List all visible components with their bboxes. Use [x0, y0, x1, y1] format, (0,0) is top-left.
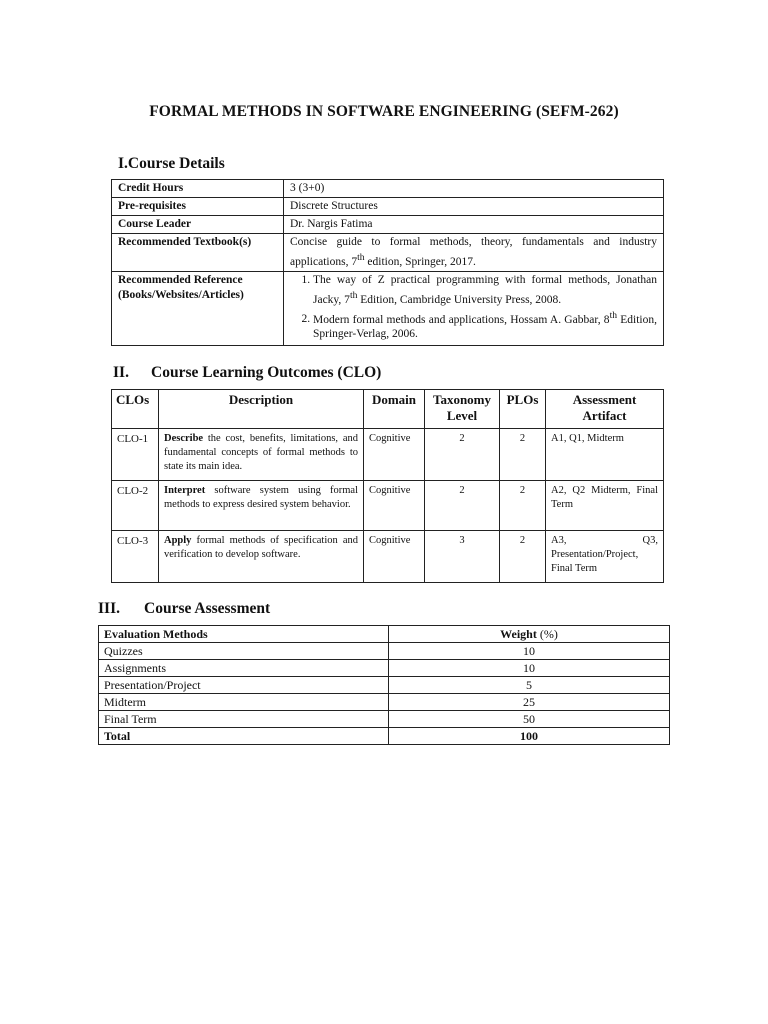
table-header-row	[99, 626, 670, 643]
clo-artifact: A2, Q2 Midterm, Final Term	[546, 481, 664, 531]
table-row	[112, 531, 664, 583]
clo-artifact: A3, Q3, Presentation/Project, Final Term	[546, 531, 664, 583]
column-header-method: Evaluation Methods	[99, 626, 389, 643]
clo-description	[159, 531, 364, 583]
section-number: III.	[98, 600, 120, 617]
clo-verb: Interpret	[164, 485, 206, 496]
textbook-value	[284, 234, 664, 272]
clo-text: the cost, benefits, limitations, and fundamental concepts of formal methods to state its main idea.	[164, 433, 358, 472]
method-cell: Presentation/Project	[99, 677, 389, 694]
method-cell: Final Term	[99, 711, 389, 728]
textbook-text: Concise guide to formal methods, theory, fundamentals and industry applications, 7	[290, 236, 657, 268]
detail-value: Discrete Structures	[284, 198, 664, 216]
textbook-text-end: edition, Springer, 2017.	[364, 255, 476, 268]
method-cell: Midterm	[99, 694, 389, 711]
detail-label: Recommended Reference (Books/Websites/Articles)	[112, 271, 284, 345]
reference-text-end: Edition, Cambridge University Press, 2008.	[357, 293, 562, 306]
table-row	[99, 694, 670, 711]
detail-value: Dr. Nargis Fatima	[284, 216, 664, 234]
table-row	[112, 198, 664, 216]
course-details-table	[111, 179, 664, 346]
weight-label: Weight	[500, 627, 537, 641]
detail-value: 3 (3+0)	[284, 180, 664, 198]
reference-text: The way of Z practical programming with formal methods, Jonathan Jacky, 7	[313, 273, 657, 306]
column-header-weight	[389, 626, 670, 643]
clo-description	[159, 429, 364, 481]
clo-id: CLO-3	[112, 531, 159, 583]
method-cell: Assignments	[99, 660, 389, 677]
table-row	[112, 180, 664, 198]
column-header: CLOs	[112, 390, 159, 429]
clo-id: CLO-2	[112, 481, 159, 531]
clo-domain: Cognitive	[364, 481, 425, 531]
table-row	[112, 481, 664, 531]
method-cell: Quizzes	[99, 643, 389, 660]
column-header: PLOs	[500, 390, 546, 429]
detail-label: Course Leader	[112, 216, 284, 234]
table-row	[112, 234, 664, 272]
total-label: Total	[99, 728, 389, 745]
clo-text: formal methods of specification and verification to develop software.	[164, 535, 358, 560]
clo-artifact: A1, Q1, Midterm	[546, 429, 664, 481]
table-row	[99, 660, 670, 677]
section-number: II.	[113, 364, 129, 381]
section-title: Course Assessment	[144, 600, 271, 617]
list-item	[313, 273, 657, 308]
clo-domain: Cognitive	[364, 531, 425, 583]
detail-label: Recommended Textbook(s)	[112, 234, 284, 272]
reference-text-end: Edition, Springer-Verlag, 2006.	[313, 313, 657, 341]
weight-cell: 50	[389, 711, 670, 728]
column-header: Description	[159, 390, 364, 429]
table-row	[112, 271, 664, 345]
table-header-row	[112, 390, 664, 429]
clo-plos: 2	[500, 481, 546, 531]
clo-description	[159, 481, 364, 531]
superscript: th	[357, 252, 365, 263]
clo-text: software system using formal methods to express desired system behavior.	[164, 485, 358, 510]
section-title: Course Learning Outcomes (CLO)	[151, 364, 382, 381]
weight-cell: 10	[389, 660, 670, 677]
document-title: FORMAL METHODS IN SOFTWARE ENGINEERING (SEFM-262)	[149, 103, 619, 120]
table-row	[99, 643, 670, 660]
reference-value	[284, 271, 664, 345]
table-row	[99, 711, 670, 728]
clo-table	[111, 389, 664, 583]
detail-label: Pre-requisites	[112, 198, 284, 216]
weight-cell: 25	[389, 694, 670, 711]
column-header: Domain	[364, 390, 425, 429]
table-row	[112, 216, 664, 234]
table-row	[112, 429, 664, 481]
section-heading-clo	[113, 364, 381, 382]
clo-domain: Cognitive	[364, 429, 425, 481]
clo-verb: Apply	[164, 535, 192, 546]
clo-plos: 2	[500, 429, 546, 481]
table-row	[99, 677, 670, 694]
table-row-total	[99, 728, 670, 745]
column-header: Assessment Artifact	[546, 390, 664, 429]
detail-label: Credit Hours	[112, 180, 284, 198]
superscript: th	[609, 309, 618, 321]
clo-verb: Describe	[164, 433, 204, 444]
weight-cell: 5	[389, 677, 670, 694]
assessment-table	[98, 625, 670, 745]
clo-plos: 2	[500, 531, 546, 583]
clo-taxonomy: 2	[425, 429, 500, 481]
list-item	[313, 308, 657, 343]
clo-taxonomy: 3	[425, 531, 500, 583]
weight-cell: 10	[389, 643, 670, 660]
weight-unit: (%)	[539, 627, 558, 641]
superscript: th	[349, 289, 358, 301]
section-heading-assessment	[98, 600, 270, 618]
clo-taxonomy: 2	[425, 481, 500, 531]
total-value: 100	[389, 728, 670, 745]
section-heading-course-details: I.Course Details	[118, 155, 225, 172]
reference-text: Modern formal methods and applications, Hossam A. Gabbar, 8	[313, 313, 610, 326]
reference-list	[290, 273, 657, 343]
column-header: Taxonomy Level	[425, 390, 500, 429]
clo-id: CLO-1	[112, 429, 159, 481]
